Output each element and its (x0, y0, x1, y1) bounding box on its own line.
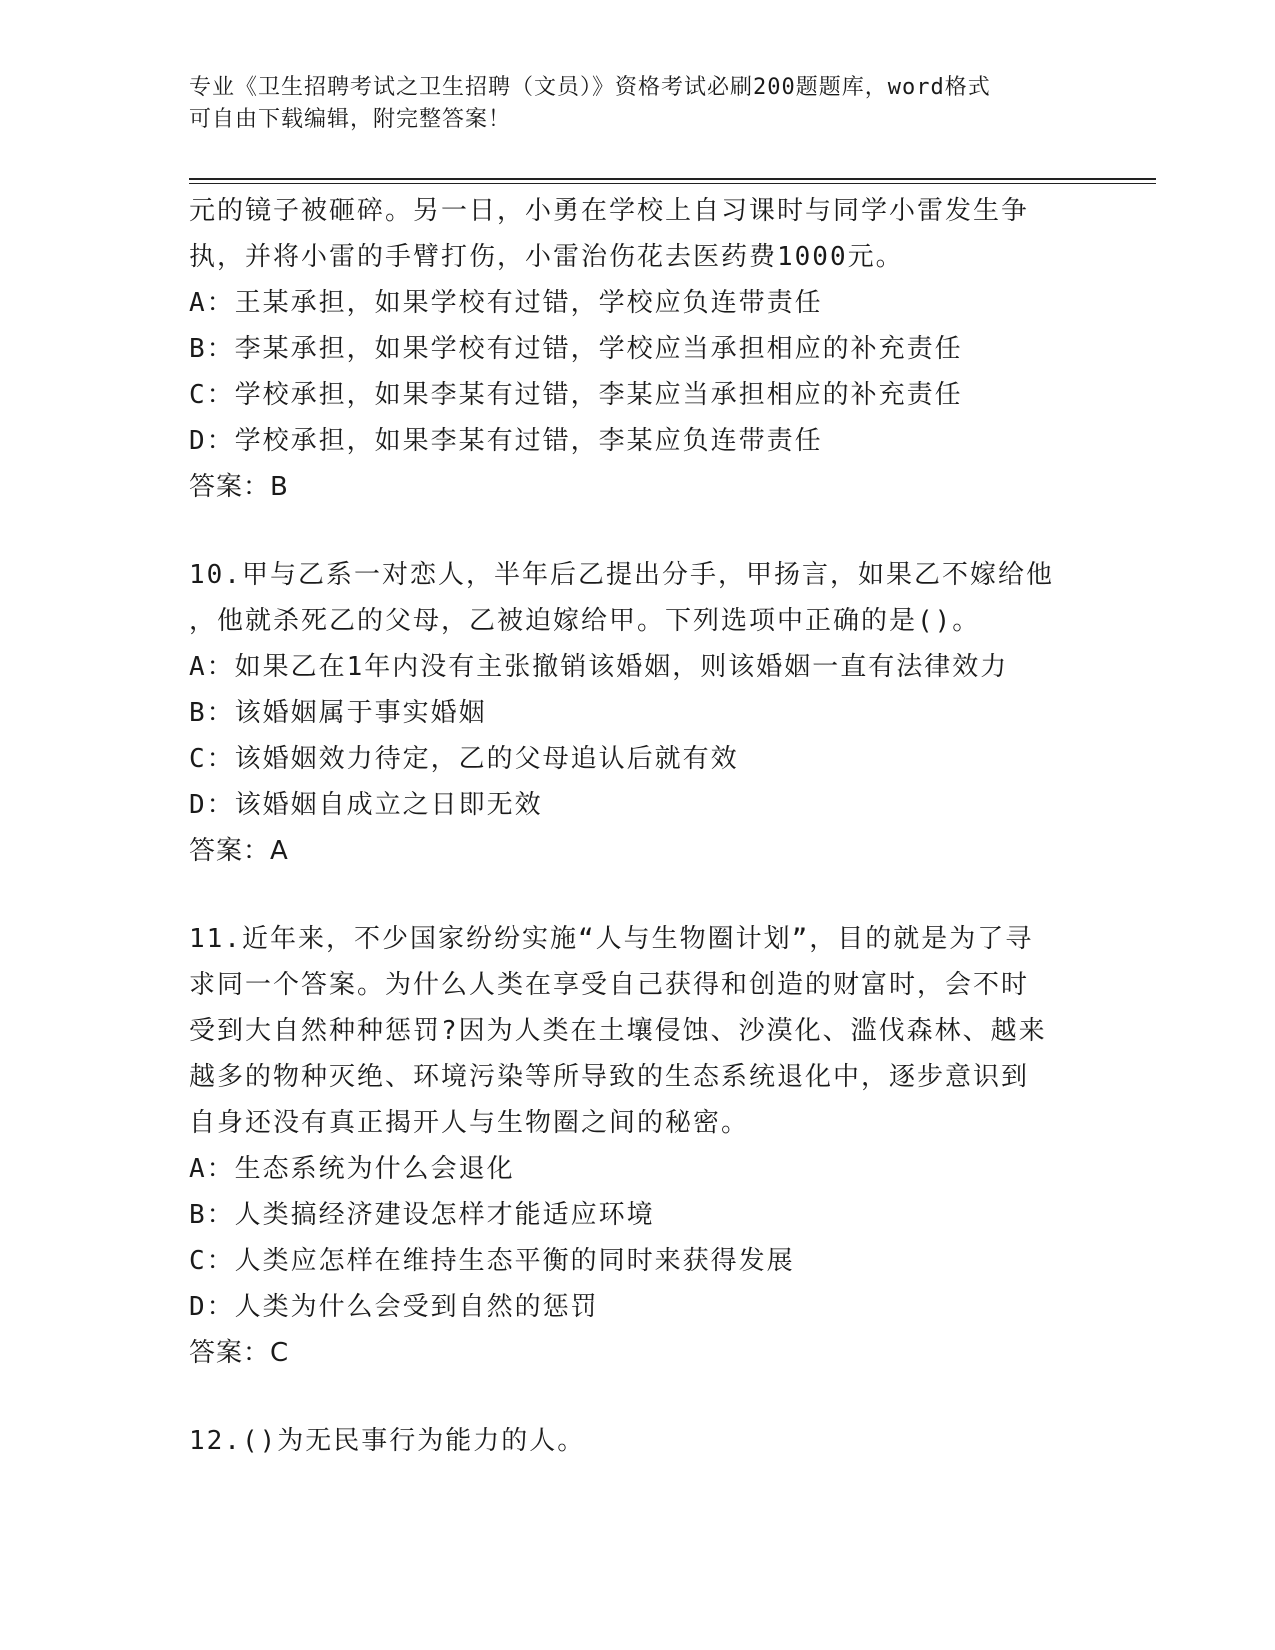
option-d: D：人类为什么会受到自然的惩罚 (189, 1292, 599, 1322)
answer-line: 答案：C (189, 1338, 290, 1368)
option-a: A：如果乙在1年内没有主张撤销该婚姻，则该婚姻一直有法律效力 (189, 652, 1009, 682)
question-stem-line: 自身还没有真正揭开人与生物圈之间的秘密。 (189, 1108, 750, 1138)
option-d: D：该婚姻自成立之日即无效 (189, 790, 543, 820)
question-stem-line: 求同一个答案。为什么人类在享受自己获得和创造的财富时，会不时 (189, 970, 1030, 1000)
question-9 (189, 188, 1109, 510)
header-line-1: 专业《卫生招聘考试之卫生招聘（文员）》资格考试必刷200题题库，word格式 (189, 75, 991, 100)
question-10 (189, 552, 1109, 874)
question-stem-line: 11.近年来，不少国家纷纷实施“人与生物圈计划”，目的就是为了寻 (189, 924, 1034, 954)
option-c: C：该婚姻效力待定，乙的父母追认后就有效 (189, 744, 739, 774)
answer-line: 答案：A (189, 836, 289, 866)
question-stem-line: 12.()为无民事行为能力的人。 (189, 1426, 586, 1456)
question-11 (189, 916, 1109, 1376)
option-c: C：学校承担，如果李某有过错，李某应当承担相应的补充责任 (189, 380, 963, 410)
option-b: B：人类搞经济建设怎样才能适应环境 (189, 1200, 655, 1230)
option-a: A：生态系统为什么会退化 (189, 1154, 515, 1184)
option-c: C：人类应怎样在维持生态平衡的同时来获得发展 (189, 1246, 795, 1276)
question-stem-line: 受到大自然种种惩罚?因为人类在土壤侵蚀、沙漠化、滥伐森林、越来 (189, 1016, 1047, 1046)
option-a: A：王某承担，如果学校有过错，学校应负连带责任 (189, 288, 823, 318)
question-stem-line: 执，并将小雷的手臂打伤，小雷治伤花去医药费1000元。 (189, 242, 904, 272)
question-12 (189, 1418, 1109, 1464)
header-rule-thin (189, 183, 1156, 184)
question-stem-line: 元的镜子被砸碎。另一日，小勇在学校上自习课时与同学小雷发生争 (189, 196, 1030, 226)
question-stem-line: ，他就杀死乙的父母，乙被迫嫁给甲。下列选项中正确的是()。 (189, 606, 981, 636)
document-body (189, 188, 1109, 1464)
question-stem-line: 越多的物种灭绝、环境污染等所导致的生态系统退化中，逐步意识到 (189, 1062, 1030, 1092)
option-b: B：李某承担，如果学校有过错，学校应当承担相应的补充责任 (189, 334, 963, 364)
answer-line: 答案：B (189, 472, 289, 502)
question-stem-line: 10.甲与乙系一对恋人，半年后乙提出分手，甲扬言，如果乙不嫁给他 (189, 560, 1054, 590)
document-header (189, 72, 1069, 136)
header-line-2: 可自由下载编辑，附完整答案！ (189, 107, 512, 132)
option-d: D：学校承担，如果李某有过错，李某应负连带责任 (189, 426, 823, 456)
option-b: B：该婚姻属于事实婚姻 (189, 698, 487, 728)
header-rule-thick (189, 178, 1156, 180)
